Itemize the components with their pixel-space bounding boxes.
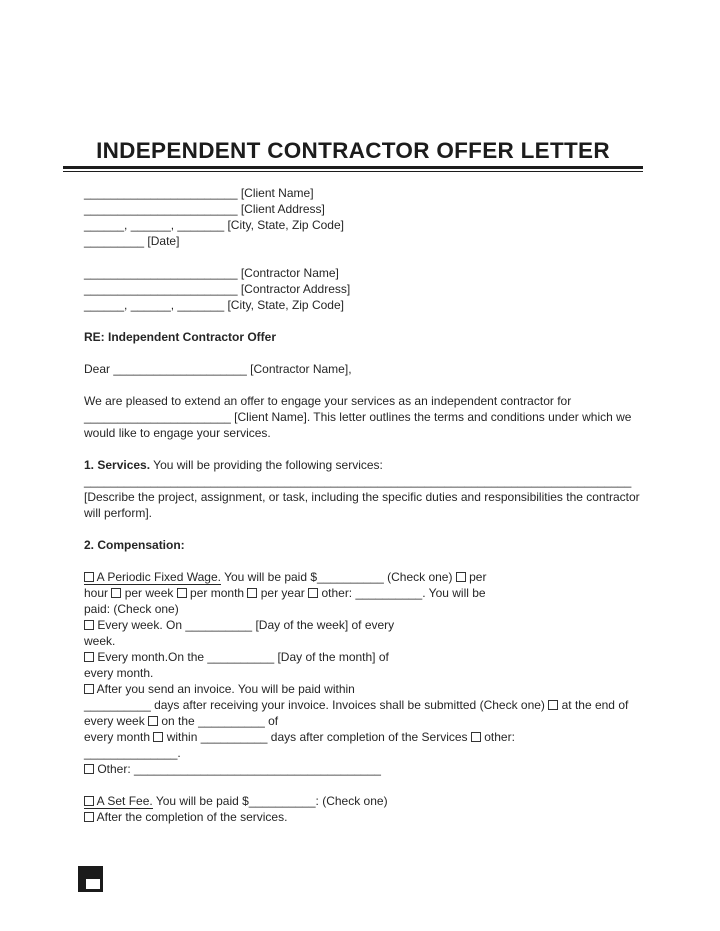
checkbox-icon	[471, 732, 481, 742]
contractor-city-line: ______, ______, _______ [City, State, Zip Code]	[84, 298, 344, 312]
title-rule	[63, 166, 643, 172]
periodic-wage-line-2: hour per week per month per year other: __________. You will be	[84, 586, 486, 600]
checkbox-icon	[84, 652, 94, 662]
underlined-text: A Set Fee.	[84, 794, 153, 809]
blank-line	[84, 313, 636, 329]
checkbox-icon	[84, 812, 94, 822]
intro-line-1: We are pleased to extend an offer to engage your services as an independent contractor for	[84, 394, 572, 408]
bold-text: RE: Independent Contractor Offer	[84, 330, 277, 344]
invoice-line-2: __________ days after receiving your invoice. Invoices shall be submitted (Check one) at the end of	[84, 698, 629, 712]
checkbox-icon	[84, 764, 94, 774]
blank-line	[84, 377, 636, 393]
bold-text: 1. Services.	[84, 458, 151, 472]
client-address-line: _______________________ [Client Address]	[84, 202, 325, 216]
every-week-line-2: week.	[84, 634, 116, 648]
date-line: _________ [Date]	[84, 234, 180, 248]
services-write-in-rule: __________________________________________________________________________________	[84, 474, 632, 488]
every-month-line-1: Every month.On the __________ [Day of the month] of	[84, 649, 636, 665]
services-heading-line: 1. Services. You will be providing the following services:	[84, 458, 383, 472]
invoice-line-3: every week on the __________ of	[84, 714, 279, 728]
checkbox-icon	[153, 732, 163, 742]
checkbox-icon	[84, 796, 94, 806]
legal-templates-logo-icon	[78, 866, 103, 892]
salutation-line: Dear ____________________ [Contractor Name],	[84, 362, 352, 376]
services-desc-line-1: [Describe the project, assignment, or task, including the specific duties and responsibilities the contractor	[84, 490, 640, 504]
underlined-text: A Periodic Fixed Wage.	[84, 570, 221, 585]
set-fee-line-2: After the completion of the services.	[84, 809, 636, 825]
checkbox-icon	[548, 700, 558, 710]
contractor-name-line: _______________________ [Contractor Name]	[84, 266, 339, 280]
periodic-wage-line-1: A Periodic Fixed Wage. You will be paid $__________ (Check one) per	[84, 569, 636, 585]
every-month-line-2: every month.	[84, 666, 154, 680]
checkbox-icon	[148, 716, 158, 726]
intro-line-3: would like to engage your services.	[84, 426, 271, 440]
checkbox-icon	[84, 620, 94, 630]
invoice-line-4: every month within __________ days after completion of the Services other:	[84, 730, 515, 744]
client-name-line: _______________________ [Client Name]	[84, 186, 314, 200]
re-line	[84, 329, 636, 345]
other-option-line: Other: _____________________________________	[84, 761, 636, 777]
bold-text: 2. Compensation:	[84, 538, 185, 552]
checkbox-icon	[84, 572, 94, 582]
intro-line-2: ______________________ [Client Name]. This letter outlines the terms and conditions under which we	[84, 410, 632, 424]
every-week-line-1: Every week. On __________ [Day of the week] of every	[84, 617, 636, 633]
document-lines	[84, 185, 640, 825]
checkbox-icon	[111, 588, 121, 598]
services-desc-line-2: will perform].	[84, 506, 153, 520]
other-write-in-line: ______________.	[84, 746, 181, 760]
invoice-line-1: After you send an invoice. You will be paid within	[84, 681, 636, 697]
blank-line	[84, 249, 636, 265]
blank-line	[84, 345, 636, 361]
page-title: INDEPENDENT CONTRACTOR OFFER LETTER	[96, 138, 610, 163]
checkbox-icon	[84, 684, 94, 694]
blank-line	[84, 777, 636, 793]
set-fee-line-1: A Set Fee. You will be paid $__________: (Check one)	[84, 793, 636, 809]
blank-line	[84, 521, 636, 537]
checkbox-icon	[308, 588, 318, 598]
compensation-heading-line	[84, 537, 636, 553]
checkbox-icon	[247, 588, 257, 598]
contractor-address-line: _______________________ [Contractor Address]	[84, 282, 351, 296]
periodic-wage-line-3: paid: (Check one)	[84, 602, 179, 616]
blank-line	[84, 441, 636, 457]
blank-line	[84, 553, 636, 569]
logo-notch-shape	[86, 879, 100, 889]
checkbox-icon	[456, 572, 466, 582]
checkbox-icon	[177, 588, 187, 598]
document-content	[84, 138, 640, 825]
logo-bar-shape	[78, 866, 86, 892]
client-city-line: ______, ______, _______ [City, State, Zip Code]	[84, 218, 344, 232]
